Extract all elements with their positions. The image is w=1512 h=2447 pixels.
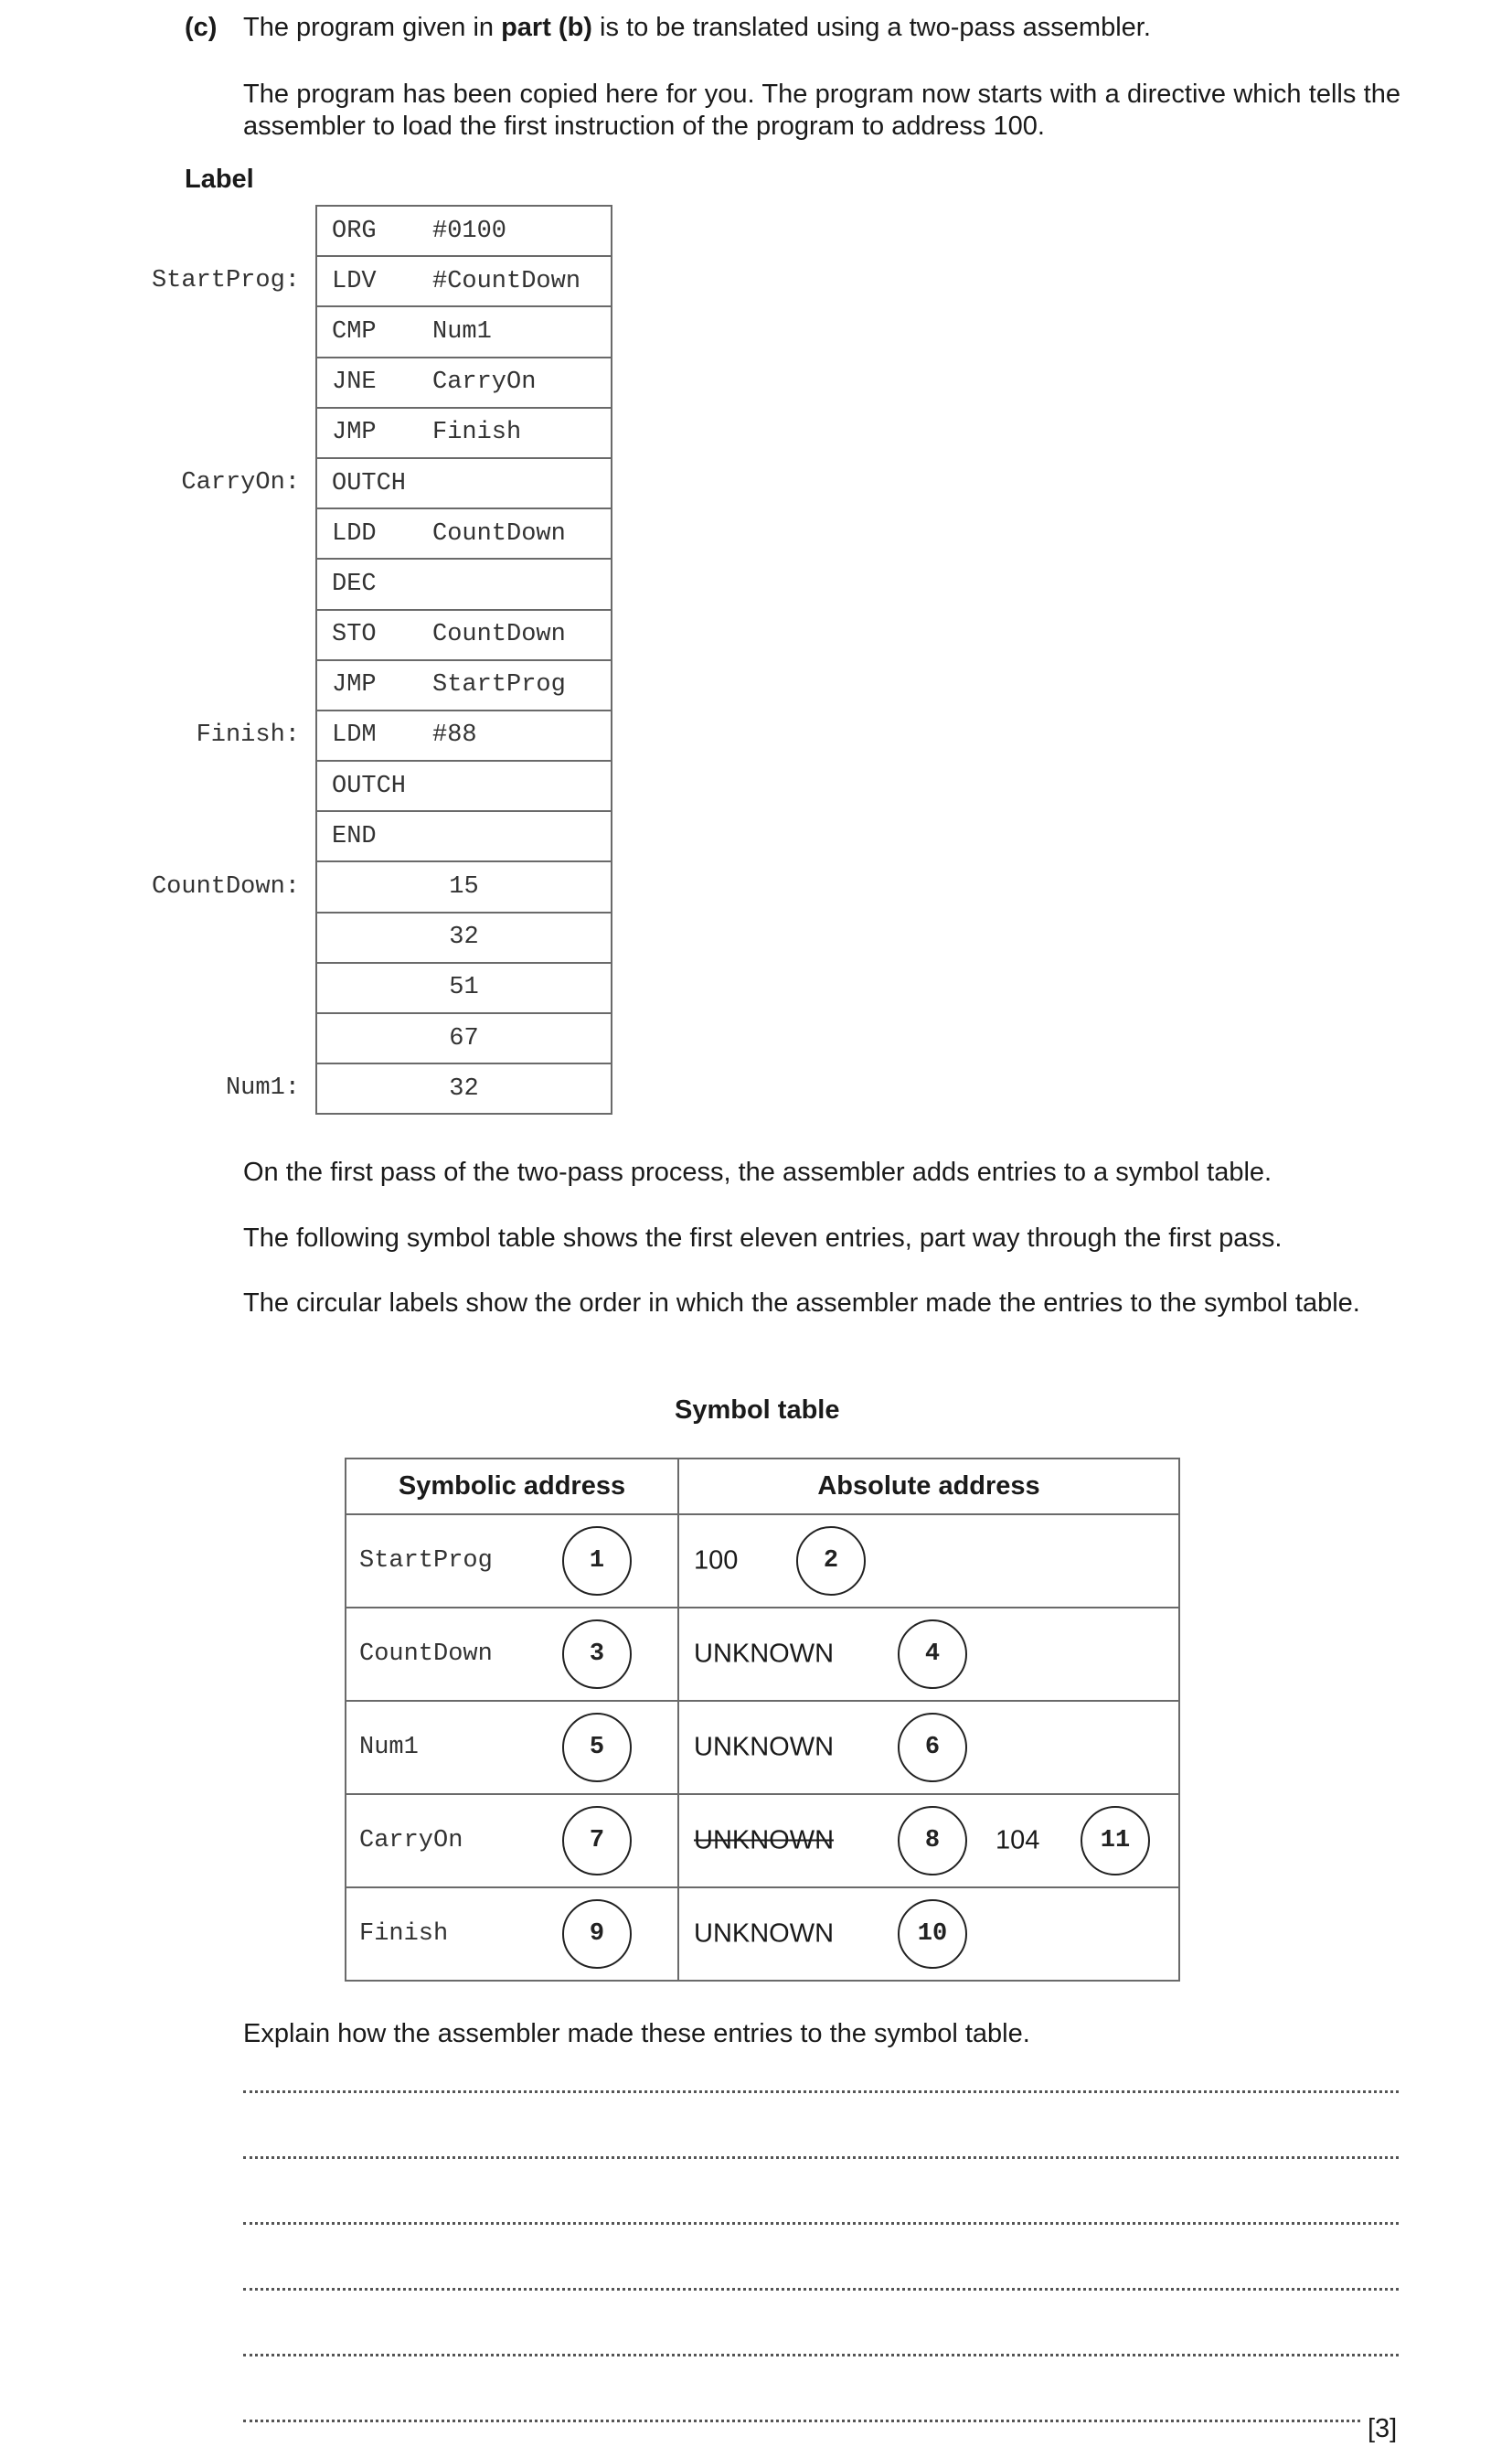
symbol-table-row bbox=[346, 1514, 1179, 1608]
program-data-value: 32 bbox=[449, 1074, 479, 1103]
symbolic-address-cell bbox=[346, 1608, 678, 1701]
absolute-address-value: 100 bbox=[694, 1545, 739, 1576]
absolute-address-cell bbox=[678, 1608, 1179, 1701]
program-opcode: JNE bbox=[332, 369, 377, 397]
program-opcode: LDV bbox=[332, 267, 377, 295]
order-circle-label: 8 bbox=[898, 1806, 967, 1875]
order-circle-label: 9 bbox=[562, 1899, 632, 1969]
answer-line[interactable] bbox=[243, 2416, 1360, 2422]
program-row bbox=[316, 811, 612, 861]
directive-paragraph: The program has been copied here for you. The program now starts with a directive which tells the assembler to load the first instruction of the program to address 100. bbox=[243, 80, 1400, 141]
absolute-address-cell bbox=[678, 1514, 1179, 1608]
answer-line[interactable] bbox=[243, 2087, 1399, 2093]
program-opcode: END bbox=[332, 822, 377, 850]
program-instruction bbox=[316, 559, 612, 609]
program-table bbox=[315, 205, 612, 1115]
program-row bbox=[316, 660, 612, 711]
order-circle-label: 1 bbox=[562, 1526, 632, 1596]
symbol-table-row bbox=[346, 1701, 1179, 1794]
program-opcode: DEC bbox=[332, 570, 377, 598]
order-circle-label: 10 bbox=[898, 1899, 967, 1969]
program-operand: Finish bbox=[432, 419, 522, 447]
program-row bbox=[316, 256, 612, 306]
program-operand: Num1 bbox=[432, 317, 492, 346]
program-instruction bbox=[316, 761, 612, 811]
absolute-address-value: UNKNOWN bbox=[694, 1639, 835, 1669]
program-opcode: OUTCH bbox=[332, 469, 407, 497]
intro-text-before: The program given in bbox=[243, 13, 502, 42]
order-circle-label: 2 bbox=[796, 1526, 866, 1596]
program-instruction bbox=[316, 913, 612, 963]
program-instruction bbox=[316, 306, 612, 357]
updated-address-value: 104 bbox=[996, 1825, 1040, 1855]
question-intro bbox=[243, 13, 1400, 43]
symbol-table-header-row bbox=[346, 1459, 1179, 1514]
symbol-name: CountDown bbox=[359, 1640, 493, 1668]
program-row bbox=[316, 458, 612, 508]
intro-text-bold: part (b) bbox=[501, 13, 592, 42]
symbol-name: CarryOn bbox=[359, 1827, 463, 1854]
program-row bbox=[316, 761, 612, 811]
order-circle-label: 6 bbox=[898, 1713, 967, 1782]
program-instruction bbox=[316, 408, 612, 458]
program-row bbox=[316, 1013, 612, 1063]
program-row bbox=[316, 913, 612, 963]
answer-line[interactable] bbox=[243, 2153, 1399, 2159]
order-circle-label: 3 bbox=[562, 1619, 632, 1689]
program-opcode: JMP bbox=[332, 419, 377, 447]
program-instruction bbox=[316, 711, 612, 761]
symbol-name: StartProg bbox=[359, 1547, 493, 1575]
program-instruction bbox=[316, 256, 612, 306]
program-data-value: 15 bbox=[449, 873, 479, 902]
program-row bbox=[316, 306, 612, 357]
absolute-address-value: UNKNOWN bbox=[694, 1732, 835, 1762]
program-opcode: STO bbox=[332, 621, 377, 649]
answer-line[interactable] bbox=[243, 2218, 1399, 2225]
program-row bbox=[316, 861, 612, 912]
program-label: Num1: bbox=[225, 1074, 300, 1103]
order-circle-label: 7 bbox=[562, 1806, 632, 1875]
symbolic-address-cell bbox=[346, 1514, 678, 1608]
program-opcode: CMP bbox=[332, 317, 377, 346]
symbol-name: Finish bbox=[359, 1920, 449, 1948]
absolute-address-cell bbox=[678, 1794, 1179, 1887]
program-operand: #88 bbox=[432, 721, 477, 750]
symbol-table-title: Symbol table bbox=[675, 1395, 840, 1425]
program-label: Finish: bbox=[196, 721, 300, 749]
program-row bbox=[316, 358, 612, 408]
symbolic-address-cell bbox=[346, 1887, 678, 1981]
program-data-value: 32 bbox=[449, 924, 479, 952]
order-circle-label: 5 bbox=[562, 1713, 632, 1782]
program-row bbox=[316, 508, 612, 559]
program-data-value: 51 bbox=[449, 974, 479, 1002]
symbolic-address-cell bbox=[346, 1794, 678, 1887]
program-instruction bbox=[316, 1063, 612, 1114]
program-opcode: LDD bbox=[332, 519, 377, 548]
program-operand: CountDown bbox=[432, 519, 566, 548]
absolute-address-cell bbox=[678, 1887, 1179, 1981]
absolute-address-cell bbox=[678, 1701, 1179, 1794]
label-heading: Label bbox=[185, 165, 254, 194]
program-operand: StartProg bbox=[432, 671, 566, 700]
explain-prompt: Explain how the assembler made these entries to the symbol table. bbox=[243, 2019, 1030, 2048]
program-opcode: ORG bbox=[332, 217, 377, 245]
symbol-name: Num1 bbox=[359, 1734, 419, 1761]
program-operand: #CountDown bbox=[432, 267, 581, 295]
absolute-address-value: UNKNOWN bbox=[694, 1825, 835, 1855]
program-row bbox=[316, 559, 612, 609]
program-instruction bbox=[316, 458, 612, 508]
answer-line[interactable] bbox=[243, 2350, 1399, 2356]
paragraph-circular-labels: The circular labels show the order in which the assembler made the entries to the symbol table. bbox=[243, 1288, 1360, 1318]
header-absolute-address: Absolute address bbox=[678, 1459, 1179, 1514]
program-row bbox=[316, 1063, 612, 1114]
answer-line[interactable] bbox=[243, 2284, 1399, 2291]
header-symbolic-address: Symbolic address bbox=[346, 1459, 678, 1514]
part-label: (c) bbox=[185, 13, 218, 42]
absolute-address-value: UNKNOWN bbox=[694, 1918, 835, 1949]
program-instruction bbox=[316, 811, 612, 861]
marks-indicator: [3] bbox=[1368, 2414, 1398, 2443]
program-row bbox=[316, 711, 612, 761]
program-opcode: LDM bbox=[332, 721, 377, 750]
program-row bbox=[316, 963, 612, 1013]
program-instruction bbox=[316, 1013, 612, 1063]
program-label: CountDown: bbox=[151, 872, 300, 901]
program-opcode: OUTCH bbox=[332, 772, 407, 800]
symbol-table-row bbox=[346, 1794, 1179, 1887]
order-circle-label: 4 bbox=[898, 1619, 967, 1689]
order-circle-label: 11 bbox=[1081, 1806, 1150, 1875]
program-instruction bbox=[316, 508, 612, 559]
symbol-table-row bbox=[346, 1608, 1179, 1701]
program-instruction bbox=[316, 610, 612, 660]
program-operand: #0100 bbox=[432, 217, 507, 245]
symbol-table-row bbox=[346, 1887, 1179, 1981]
program-row bbox=[316, 408, 612, 458]
symbol-table bbox=[345, 1458, 1180, 1982]
intro-text-after: is to be translated using a two-pass assembler. bbox=[591, 13, 1151, 42]
program-label: StartProg: bbox=[151, 267, 300, 295]
program-label: CarryOn: bbox=[181, 469, 300, 497]
program-operand: CountDown bbox=[432, 621, 566, 649]
program-instruction bbox=[316, 358, 612, 408]
symbolic-address-cell bbox=[346, 1701, 678, 1794]
program-row bbox=[316, 206, 612, 256]
program-instruction bbox=[316, 963, 612, 1013]
paragraph-first-pass: On the first pass of the two-pass process, the assembler adds entries to a symbol table. bbox=[243, 1158, 1272, 1187]
program-operand: CarryOn bbox=[432, 369, 537, 397]
program-instruction bbox=[316, 861, 612, 912]
program-opcode: JMP bbox=[332, 671, 377, 700]
program-instruction bbox=[316, 206, 612, 256]
program-instruction bbox=[316, 660, 612, 711]
program-data-value: 67 bbox=[449, 1024, 479, 1053]
paragraph-eleven-entries: The following symbol table shows the first eleven entries, part way through the first pass. bbox=[243, 1224, 1283, 1253]
program-row bbox=[316, 610, 612, 660]
